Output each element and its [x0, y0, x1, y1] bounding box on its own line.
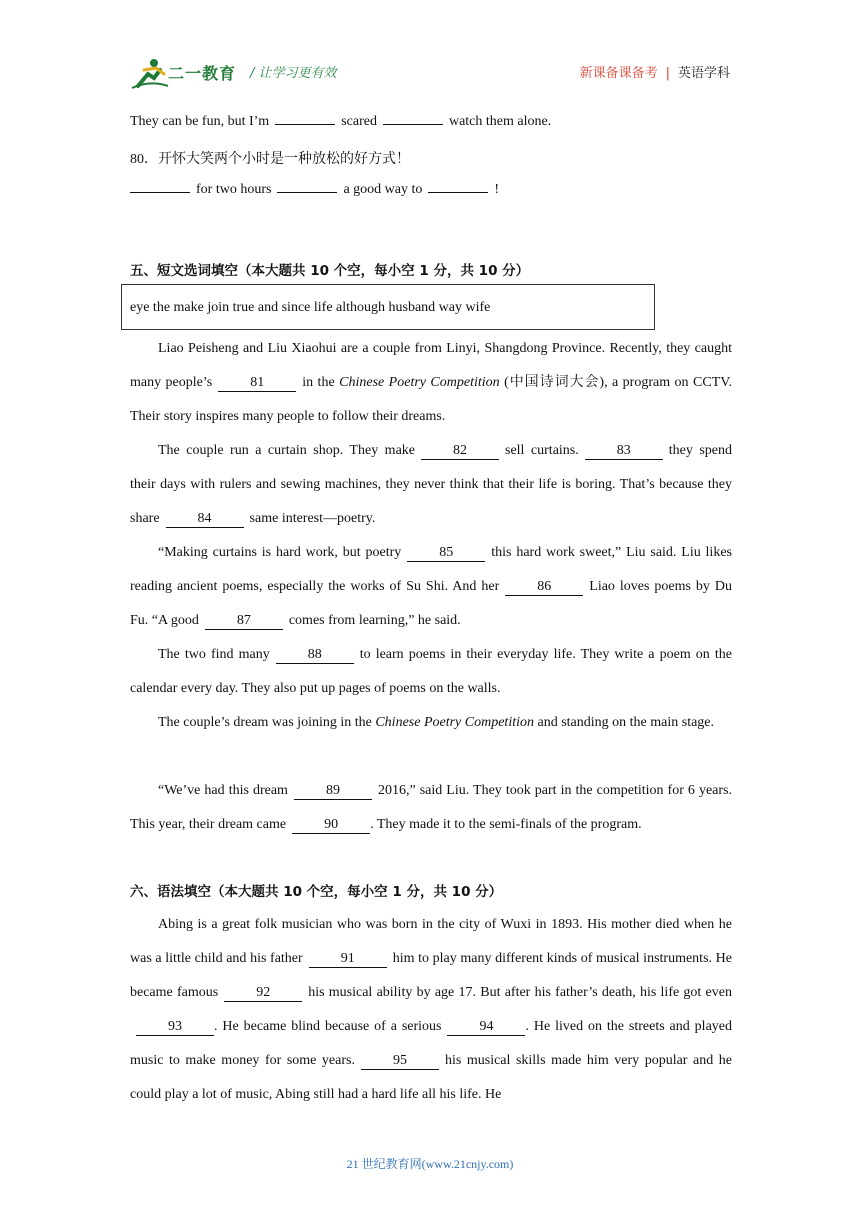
blank[interactable]	[428, 192, 488, 193]
answer-line-79	[130, 114, 551, 130]
word-bank: eye the make join true and since life although husband way wife	[121, 284, 655, 330]
section6-heading: 六、语法填空（本大题共 10 个空，每小空 1 分，共 10 分）	[130, 884, 503, 900]
header-course-label: 新课备课备考	[579, 66, 658, 81]
blank-91[interactable]: 91	[309, 951, 387, 968]
blank-87[interactable]: 87	[205, 613, 283, 630]
blank-81[interactable]: 81	[218, 375, 296, 392]
page-footer: 21 世纪教育网(www.21cnjy.com)	[346, 1157, 514, 1171]
runner-logo-icon	[130, 56, 170, 90]
blank-93[interactable]: 93	[136, 1019, 214, 1036]
section5-heading: 五、短文选词填空（本大题共 10 个空，每小空 1 分，共 10 分）	[130, 263, 530, 279]
text-segment: for two hours	[196, 182, 272, 197]
text-segment: watch them alone.	[448, 114, 552, 129]
text-segment: !	[494, 182, 500, 197]
passage5-paragraph-5: The couple’s dream was joining in the Chinese Poetry Competition and standing on the main stage.	[158, 715, 715, 730]
page-header	[130, 56, 730, 92]
passage5-paragraph-6: “We’ve had this dream 89 2016,” said Liu. They took part in the competition for 6 years. This year, their dream came 90 . They made it to the semi-finals of the program.	[130, 783, 733, 832]
question-80: 80．开怀大笑两个小时是一种放松的好方式！	[130, 152, 410, 167]
text-segment: scared	[341, 114, 377, 129]
logo	[130, 56, 250, 90]
slogan: / 让学习更有效	[250, 66, 337, 81]
passage6-paragraph-1: Abing is a great folk musician who was born in the city of Wuxi in 1893. His mother died when he was a little child and his father 91 him to play many different kinds of musical instruments. He became famous 92 his musical ability by age 17. But after his father’s death, his life got even93 . He became blind because of a serious 94 . He lived on the streets and played music to make money for some years. 95 his musical skills made him very popular and he could play a lot of music, Abing still had a hard life all his life. He	[130, 917, 732, 1102]
program-title: Chinese Poetry Competition	[339, 375, 500, 390]
passage5-paragraph-1: Liao Peisheng and Liu Xiaohui are a couple from Linyi, Shangdong Province. Recently, they caught many people’s 81 in the Chinese Poetry Competition (中国诗词大会), a program on CCTV. Their story inspires many people to follow their dreams.	[130, 341, 733, 424]
blank-88[interactable]: 88	[276, 647, 354, 664]
blank-90[interactable]: 90	[292, 817, 370, 834]
passage5-paragraph-4: The two find many 88 to learn poems in their everyday life. They write a poem on the calendar every day. They also put up pages of poems on the walls.	[130, 647, 733, 696]
blank[interactable]	[130, 192, 190, 193]
blank-89[interactable]: 89	[294, 783, 372, 800]
blank-83[interactable]: 83	[585, 443, 663, 460]
blank-86[interactable]: 86	[505, 579, 583, 596]
blank-95[interactable]: 95	[361, 1053, 439, 1070]
program-title: Chinese Poetry Competition	[375, 715, 534, 730]
blank[interactable]	[275, 124, 335, 125]
answer-line-80	[130, 182, 499, 198]
blank[interactable]	[277, 192, 337, 193]
text-segment: a good way to	[343, 182, 423, 197]
blank-94[interactable]: 94	[447, 1019, 525, 1036]
blank-82[interactable]: 82	[421, 443, 499, 460]
header-separator: |	[665, 66, 670, 81]
blank[interactable]	[383, 124, 443, 125]
passage5-paragraph-3: “Making curtains is hard work, but poetry 85 this hard work sweet,” Liu said. Liu likes reading ancient poems, especially the works of Su Shi. And her 86 Liao loves poems by Du Fu. “A good 87 comes from learning,” he said.	[130, 545, 733, 628]
blank-92[interactable]: 92	[224, 985, 302, 1002]
header-right	[580, 62, 730, 81]
text-segment: They can be fun, but I’m	[130, 114, 270, 129]
header-subject-label: 英语学科	[677, 66, 730, 81]
blank-84[interactable]: 84	[166, 511, 244, 528]
passage5-paragraph-2: The couple run a curtain shop. They make 82 sell curtains. 83 they spend their days with rulers and sewing machines, they never think that their life is boring. That’s because they share 84 same interest—poetry.	[130, 443, 732, 526]
logo-text: 二一教育	[168, 64, 237, 83]
blank-85[interactable]: 85	[407, 545, 485, 562]
